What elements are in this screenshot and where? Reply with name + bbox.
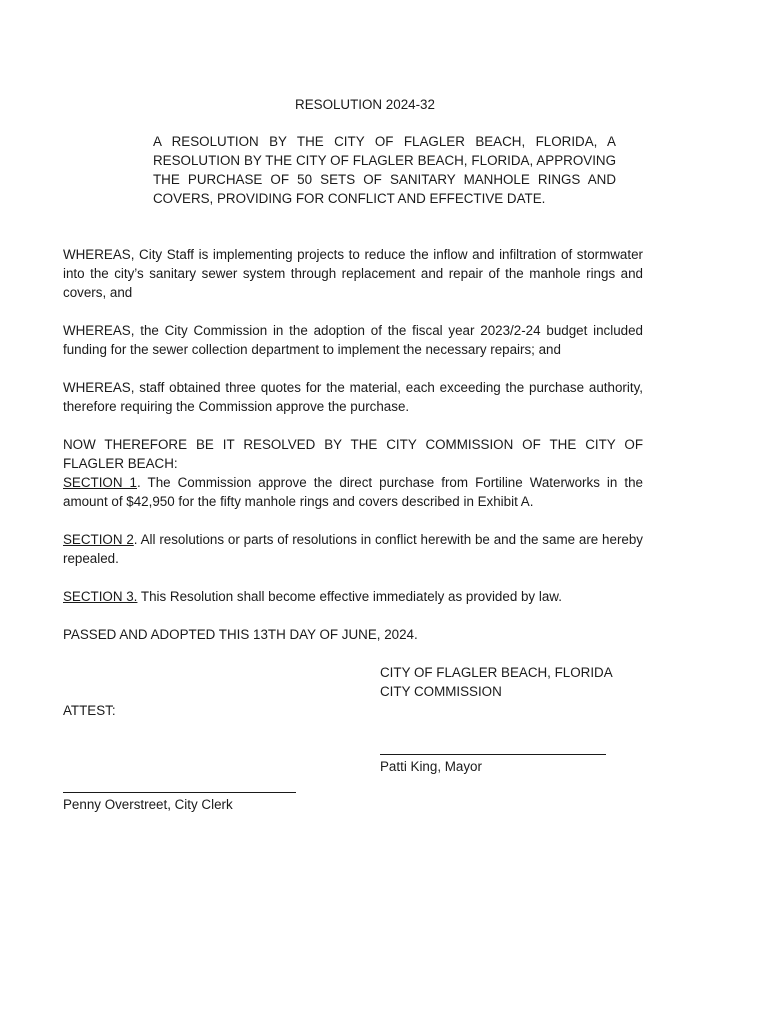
section-1: [63, 473, 643, 511]
resolution-title: RESOLUTION 2024-32: [295, 97, 435, 112]
passed-adopted: PASSED AND ADOPTED THIS 13TH DAY OF JUNE, 2024.: [63, 627, 418, 642]
mayor-signature-line: [380, 754, 606, 755]
resolved-clause: NOW THEREFORE BE IT RESOLVED BY THE CITY COMMISSION OF THE CITY OF FLAGLER BEACH:: [63, 437, 643, 471]
whereas-paragraph-3: WHEREAS, staff obtained three quotes for the material, each exceeding the purchase authority, therefore requiring the Commission approve the purchase.: [63, 380, 643, 414]
clerk-name: Penny Overstreet, City Clerk: [63, 797, 233, 812]
entity-name: CITY OF FLAGLER BEACH, FLORIDA: [380, 665, 613, 680]
entity-commission: CITY COMMISSION: [380, 684, 502, 699]
section-1-label: SECTION 1: [63, 475, 137, 490]
section-1-text: The Commission approve the direct purchase from Fortiline Waterworks in the amount of $42,950 for the fifty manhole rings and covers described in Exhibit A.: [63, 475, 643, 509]
whereas-paragraph-2: WHEREAS, the City Commission in the adoption of the fiscal year 2023/2-24 budget included funding for the sewer collection department to implement the necessary repairs; and: [63, 323, 643, 357]
section-2: [63, 530, 643, 568]
section-3-label: SECTION 3.: [63, 589, 138, 604]
section-1-sep: .: [137, 475, 141, 490]
mayor-name: Patti King, Mayor: [380, 759, 482, 774]
section-2-text: All resolutions or parts of resolutions in conflict herewith be and the same are hereby repealed.: [63, 532, 643, 566]
section-2-sep: .: [133, 532, 138, 547]
whereas-paragraph-1: WHEREAS, City Staff is implementing projects to reduce the inflow and infiltration of stormwater into the city’s sanitary sewer system through replacement and repair of the manhole rings and covers, and: [63, 247, 643, 300]
section-3-text: This Resolution shall become effective immediately as provided by law.: [137, 589, 562, 604]
resolution-preamble: A RESOLUTION BY THE CITY OF FLAGLER BEACH, FLORIDA, A RESOLUTION BY THE CITY OF FLAGLER BEACH, FLORIDA, APPROVING THE PURCHASE OF 50 SETS OF SANITARY MANHOLE RINGS AND COVERS, PROVIDING FOR CONFLICT AND EFFECTIVE DATE.: [153, 134, 616, 206]
section-2-label: SECTION 2: [63, 532, 134, 547]
attest-label: ATTEST:: [63, 703, 116, 718]
clerk-signature-line: [63, 792, 296, 793]
section-3: [63, 587, 643, 606]
